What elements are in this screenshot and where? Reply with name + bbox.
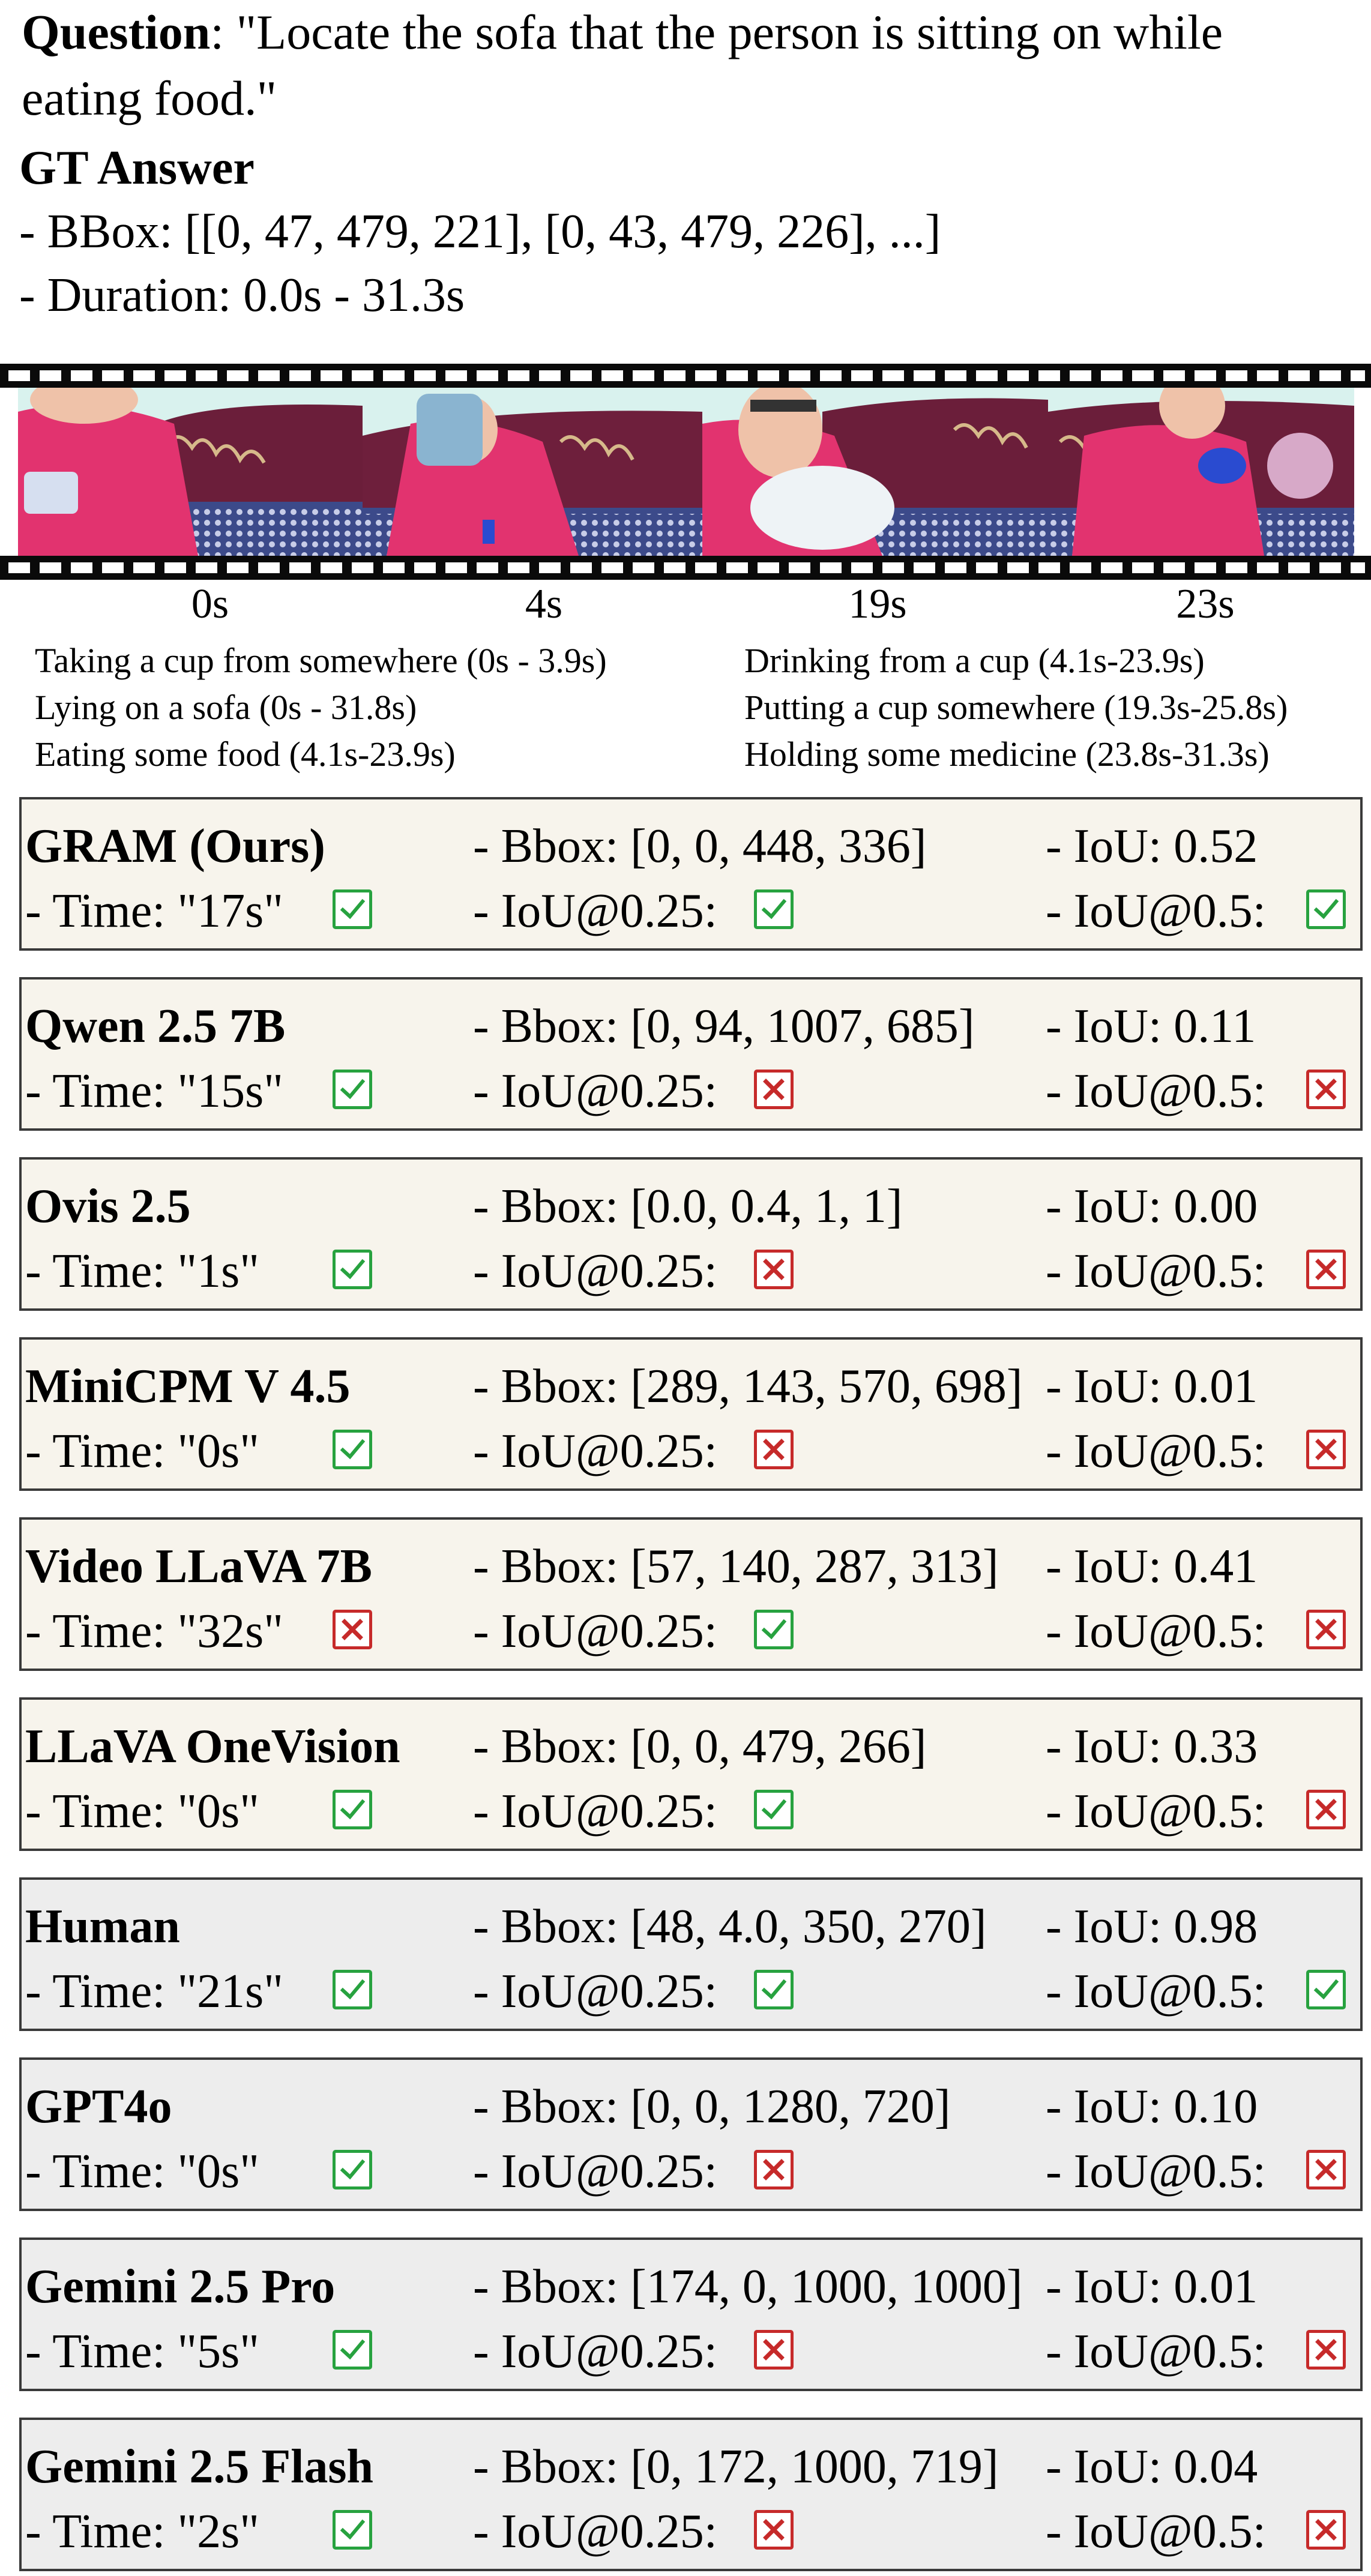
- iou-value: - IoU: 0.33: [1046, 1720, 1258, 1773]
- model-result-box: [19, 977, 1363, 1131]
- timestamp-label: 23s: [1176, 581, 1235, 627]
- iou25-label: - IoU@0.25:: [473, 1785, 717, 1838]
- bbox-prediction: - Bbox: [174, 0, 1000, 1000]: [473, 2260, 1023, 2313]
- model-result-box: [19, 1337, 1363, 1491]
- model-name: GRAM (Ours): [25, 820, 325, 873]
- iou5-label: - IoU@0.5:: [1046, 1425, 1266, 1478]
- iou-value: - IoU: 0.01: [1046, 1360, 1258, 1413]
- cross-icon: [1306, 2330, 1346, 2370]
- action-annotation: Lying on a sofa (0s - 31.8s): [35, 688, 417, 727]
- check-icon: [1306, 1970, 1346, 2009]
- time-prediction: - Time: "21s": [25, 1965, 283, 2018]
- time-prediction: - Time: "1s": [25, 1245, 259, 1298]
- bbox-prediction: - Bbox: [0, 94, 1007, 685]: [473, 1000, 975, 1053]
- check-icon: [754, 1970, 794, 2009]
- time-prediction: - Time: "2s": [25, 2505, 259, 2558]
- check-icon: [754, 1790, 794, 1829]
- bbox-prediction: - Bbox: [0, 172, 1000, 719]: [473, 2440, 999, 2493]
- check-icon: [333, 889, 372, 929]
- model-result-box: [19, 2057, 1363, 2211]
- iou-value: - IoU: 0.04: [1046, 2440, 1258, 2493]
- iou-value: - IoU: 0.41: [1046, 1540, 1258, 1593]
- cross-icon: [1306, 1430, 1346, 1469]
- iou5-label: - IoU@0.5:: [1046, 1245, 1266, 1298]
- check-icon: [333, 2150, 372, 2189]
- cross-icon: [754, 2330, 794, 2370]
- action-annotation: Taking a cup from somewhere (0s - 3.9s): [35, 641, 607, 680]
- action-annotation: Drinking from a cup (4.1s-23.9s): [744, 641, 1205, 680]
- check-icon: [333, 2330, 372, 2370]
- iou-value: - IoU: 0.10: [1046, 2080, 1258, 2133]
- model-name: GPT4o: [25, 2080, 172, 2133]
- cross-icon: [754, 1070, 794, 1109]
- gt-duration-line: - Duration: 0.0s - 31.3s: [19, 269, 465, 322]
- gt-bbox-line: - BBox: [[0, 47, 479, 221], [0, 43, 479, 226], ...]: [19, 205, 941, 258]
- cross-icon: [1306, 1250, 1346, 1289]
- check-icon: [754, 889, 794, 929]
- iou25-label: - IoU@0.25:: [473, 1065, 717, 1118]
- timestamp-label: 4s: [525, 581, 563, 627]
- model-result-box: [19, 1517, 1363, 1671]
- action-annotation: Putting a cup somewhere (19.3s-25.8s): [744, 688, 1288, 727]
- iou5-label: - IoU@0.5:: [1046, 1965, 1266, 2018]
- action-annotation: Holding some medicine (23.8s-31.3s): [744, 735, 1270, 774]
- iou25-label: - IoU@0.25:: [473, 1605, 717, 1658]
- check-icon: [333, 1790, 372, 1829]
- model-name: MiniCPM V 4.5: [25, 1360, 351, 1413]
- time-prediction: - Time: "0s": [25, 1425, 259, 1478]
- video-frame-4s: [363, 388, 702, 556]
- question-text-1: : "Locate the sofa that the person is sitting on while: [210, 5, 1223, 59]
- video-frame-19s: [702, 388, 1048, 556]
- iou-value: - IoU: 0.11: [1046, 1000, 1256, 1053]
- cross-icon: [1306, 1790, 1346, 1829]
- model-result-box: [19, 2237, 1363, 2391]
- timestamp-label: 0s: [191, 581, 229, 627]
- iou25-label: - IoU@0.25:: [473, 2145, 717, 2198]
- time-prediction: - Time: "0s": [25, 2145, 259, 2198]
- video-frame-0s: [18, 388, 363, 556]
- iou5-label: - IoU@0.5:: [1046, 1605, 1266, 1658]
- cross-icon: [333, 1610, 372, 1649]
- model-name: Video LLaVA 7B: [25, 1540, 372, 1593]
- cross-icon: [754, 2510, 794, 2550]
- question-line-1: [22, 1, 1223, 64]
- iou5-label: - IoU@0.5:: [1046, 1065, 1266, 1118]
- check-icon: [333, 1970, 372, 2009]
- bbox-prediction: - Bbox: [0, 0, 448, 336]: [473, 820, 927, 873]
- model-name: Human: [25, 1900, 180, 1953]
- video-frame-23s: [1048, 388, 1354, 556]
- model-name: Qwen 2.5 7B: [25, 1000, 286, 1053]
- iou5-label: - IoU@0.5:: [1046, 2145, 1266, 2198]
- cross-icon: [1306, 1610, 1346, 1649]
- film-perforation-bottom: [0, 556, 1371, 580]
- cross-icon: [754, 1250, 794, 1289]
- iou5-label: - IoU@0.5:: [1046, 885, 1266, 937]
- check-icon: [333, 2510, 372, 2550]
- iou5-label: - IoU@0.5:: [1046, 2505, 1266, 2558]
- time-prediction: - Time: "32s": [25, 1605, 283, 1658]
- cross-icon: [754, 2150, 794, 2189]
- cross-icon: [754, 1430, 794, 1469]
- time-prediction: - Time: "5s": [25, 2325, 259, 2378]
- model-name: Gemini 2.5 Pro: [25, 2260, 336, 2313]
- time-prediction: - Time: "0s": [25, 1785, 259, 1838]
- model-name: LLaVA OneVision: [25, 1720, 400, 1773]
- iou25-label: - IoU@0.25:: [473, 1245, 717, 1298]
- cross-icon: [1306, 2150, 1346, 2189]
- cross-icon: [1306, 2510, 1346, 2550]
- bbox-prediction: - Bbox: [289, 143, 570, 698]: [473, 1360, 1023, 1413]
- bbox-prediction: - Bbox: [0, 0, 479, 266]: [473, 1720, 927, 1773]
- iou-value: - IoU: 0.52: [1046, 820, 1258, 873]
- iou-value: - IoU: 0.01: [1046, 2260, 1258, 2313]
- timestamp-label: 19s: [848, 581, 907, 627]
- model-result-box: [19, 1877, 1363, 2031]
- gt-answer-title: GT Answer: [19, 142, 255, 194]
- iou25-label: - IoU@0.25:: [473, 1965, 717, 2018]
- iou25-label: - IoU@0.25:: [473, 2505, 717, 2558]
- check-icon: [333, 1250, 372, 1289]
- iou25-label: - IoU@0.25:: [473, 2325, 717, 2378]
- check-icon: [754, 1610, 794, 1649]
- check-icon: [333, 1070, 372, 1109]
- iou-value: - IoU: 0.98: [1046, 1900, 1258, 1953]
- time-prediction: - Time: "15s": [25, 1065, 283, 1118]
- model-result-box: [19, 1697, 1363, 1851]
- check-icon: [1306, 889, 1346, 929]
- bbox-prediction: - Bbox: [57, 140, 287, 313]: [473, 1540, 999, 1593]
- model-result-box: [19, 797, 1363, 951]
- cross-icon: [1306, 1070, 1346, 1109]
- model-result-box: [19, 1157, 1363, 1311]
- iou-value: - IoU: 0.00: [1046, 1180, 1258, 1233]
- iou5-label: - IoU@0.5:: [1046, 2325, 1266, 2378]
- iou25-label: - IoU@0.25:: [473, 885, 717, 937]
- check-icon: [333, 1430, 372, 1469]
- question-text-2: eating food.": [22, 71, 277, 125]
- model-name: Ovis 2.5: [25, 1180, 191, 1233]
- question-label: Question: [22, 5, 211, 59]
- model-result-box: [19, 2418, 1363, 2571]
- bbox-prediction: - Bbox: [0, 0, 1280, 720]: [473, 2080, 951, 2133]
- bbox-prediction: - Bbox: [0.0, 0.4, 1, 1]: [473, 1180, 903, 1233]
- video-film-strip: [0, 364, 1371, 580]
- film-perforation-top: [0, 364, 1371, 388]
- iou5-label: - IoU@0.5:: [1046, 1785, 1266, 1838]
- iou25-label: - IoU@0.25:: [473, 1425, 717, 1478]
- bbox-prediction: - Bbox: [48, 4.0, 350, 270]: [473, 1900, 987, 1953]
- model-name: Gemini 2.5 Flash: [25, 2440, 374, 2493]
- action-annotation: Eating some food (4.1s-23.9s): [35, 735, 456, 774]
- time-prediction: - Time: "17s": [25, 885, 283, 937]
